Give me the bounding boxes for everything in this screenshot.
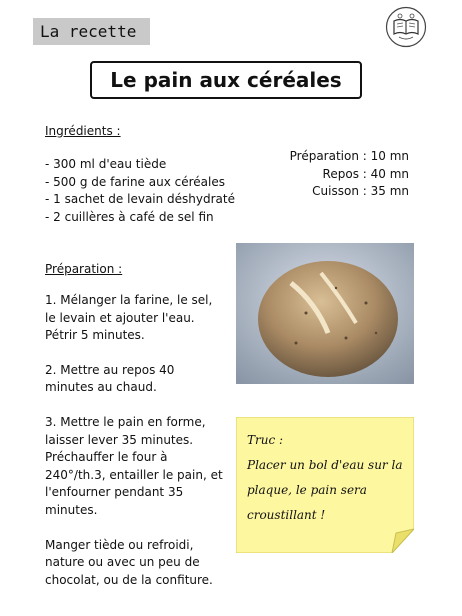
list-item: - 500 g de farine aux céréales xyxy=(45,174,225,189)
step-1: 1. Mélanger la farine, le sel, le levain et ajouter l'eau. Pétrir 5 minutes. xyxy=(45,293,213,343)
ingredients-list xyxy=(45,156,235,226)
section-tag: La recette xyxy=(33,18,150,45)
list-item: - 2 cuillères à café de sel fin xyxy=(45,209,214,224)
prep-time: Préparation : 10 mn xyxy=(289,149,409,163)
ingredients-heading: Ingrédients : xyxy=(45,124,121,138)
list-item: - 300 ml d'eau tiède xyxy=(45,157,167,171)
bread-photo xyxy=(236,243,414,384)
book-logo-icon xyxy=(385,6,427,48)
tip-text xyxy=(247,428,407,528)
preparation-heading: Préparation : xyxy=(45,262,123,276)
serving-note: Manger tiède ou refroidi, nature ou avec un peu de chocolat, ou de la confiture. xyxy=(45,537,213,587)
recipe-title: Le pain aux céréales xyxy=(90,61,362,99)
rest-time: Repos : 40 mn xyxy=(322,166,409,181)
tip-title: Truc : xyxy=(247,433,284,447)
timing-info xyxy=(260,148,409,201)
preparation-steps xyxy=(45,292,225,606)
cook-time: Cuisson : 35 mn xyxy=(312,184,409,198)
list-item: - 1 sachet de levain déshydraté xyxy=(45,192,235,206)
step-2: 2. Mettre au repos 40 minutes au chaud. xyxy=(45,362,175,395)
tip-body: Placer un bol d'eau sur la plaque, le pain sera croustillant ! xyxy=(247,458,403,522)
step-3: 3. Mettre le pain en forme, laisser lever 35 minutes. Préchauffer le four à 240°/th.3, entailler le pain, et l'enfourner pendant 35 minutes. xyxy=(45,414,223,517)
